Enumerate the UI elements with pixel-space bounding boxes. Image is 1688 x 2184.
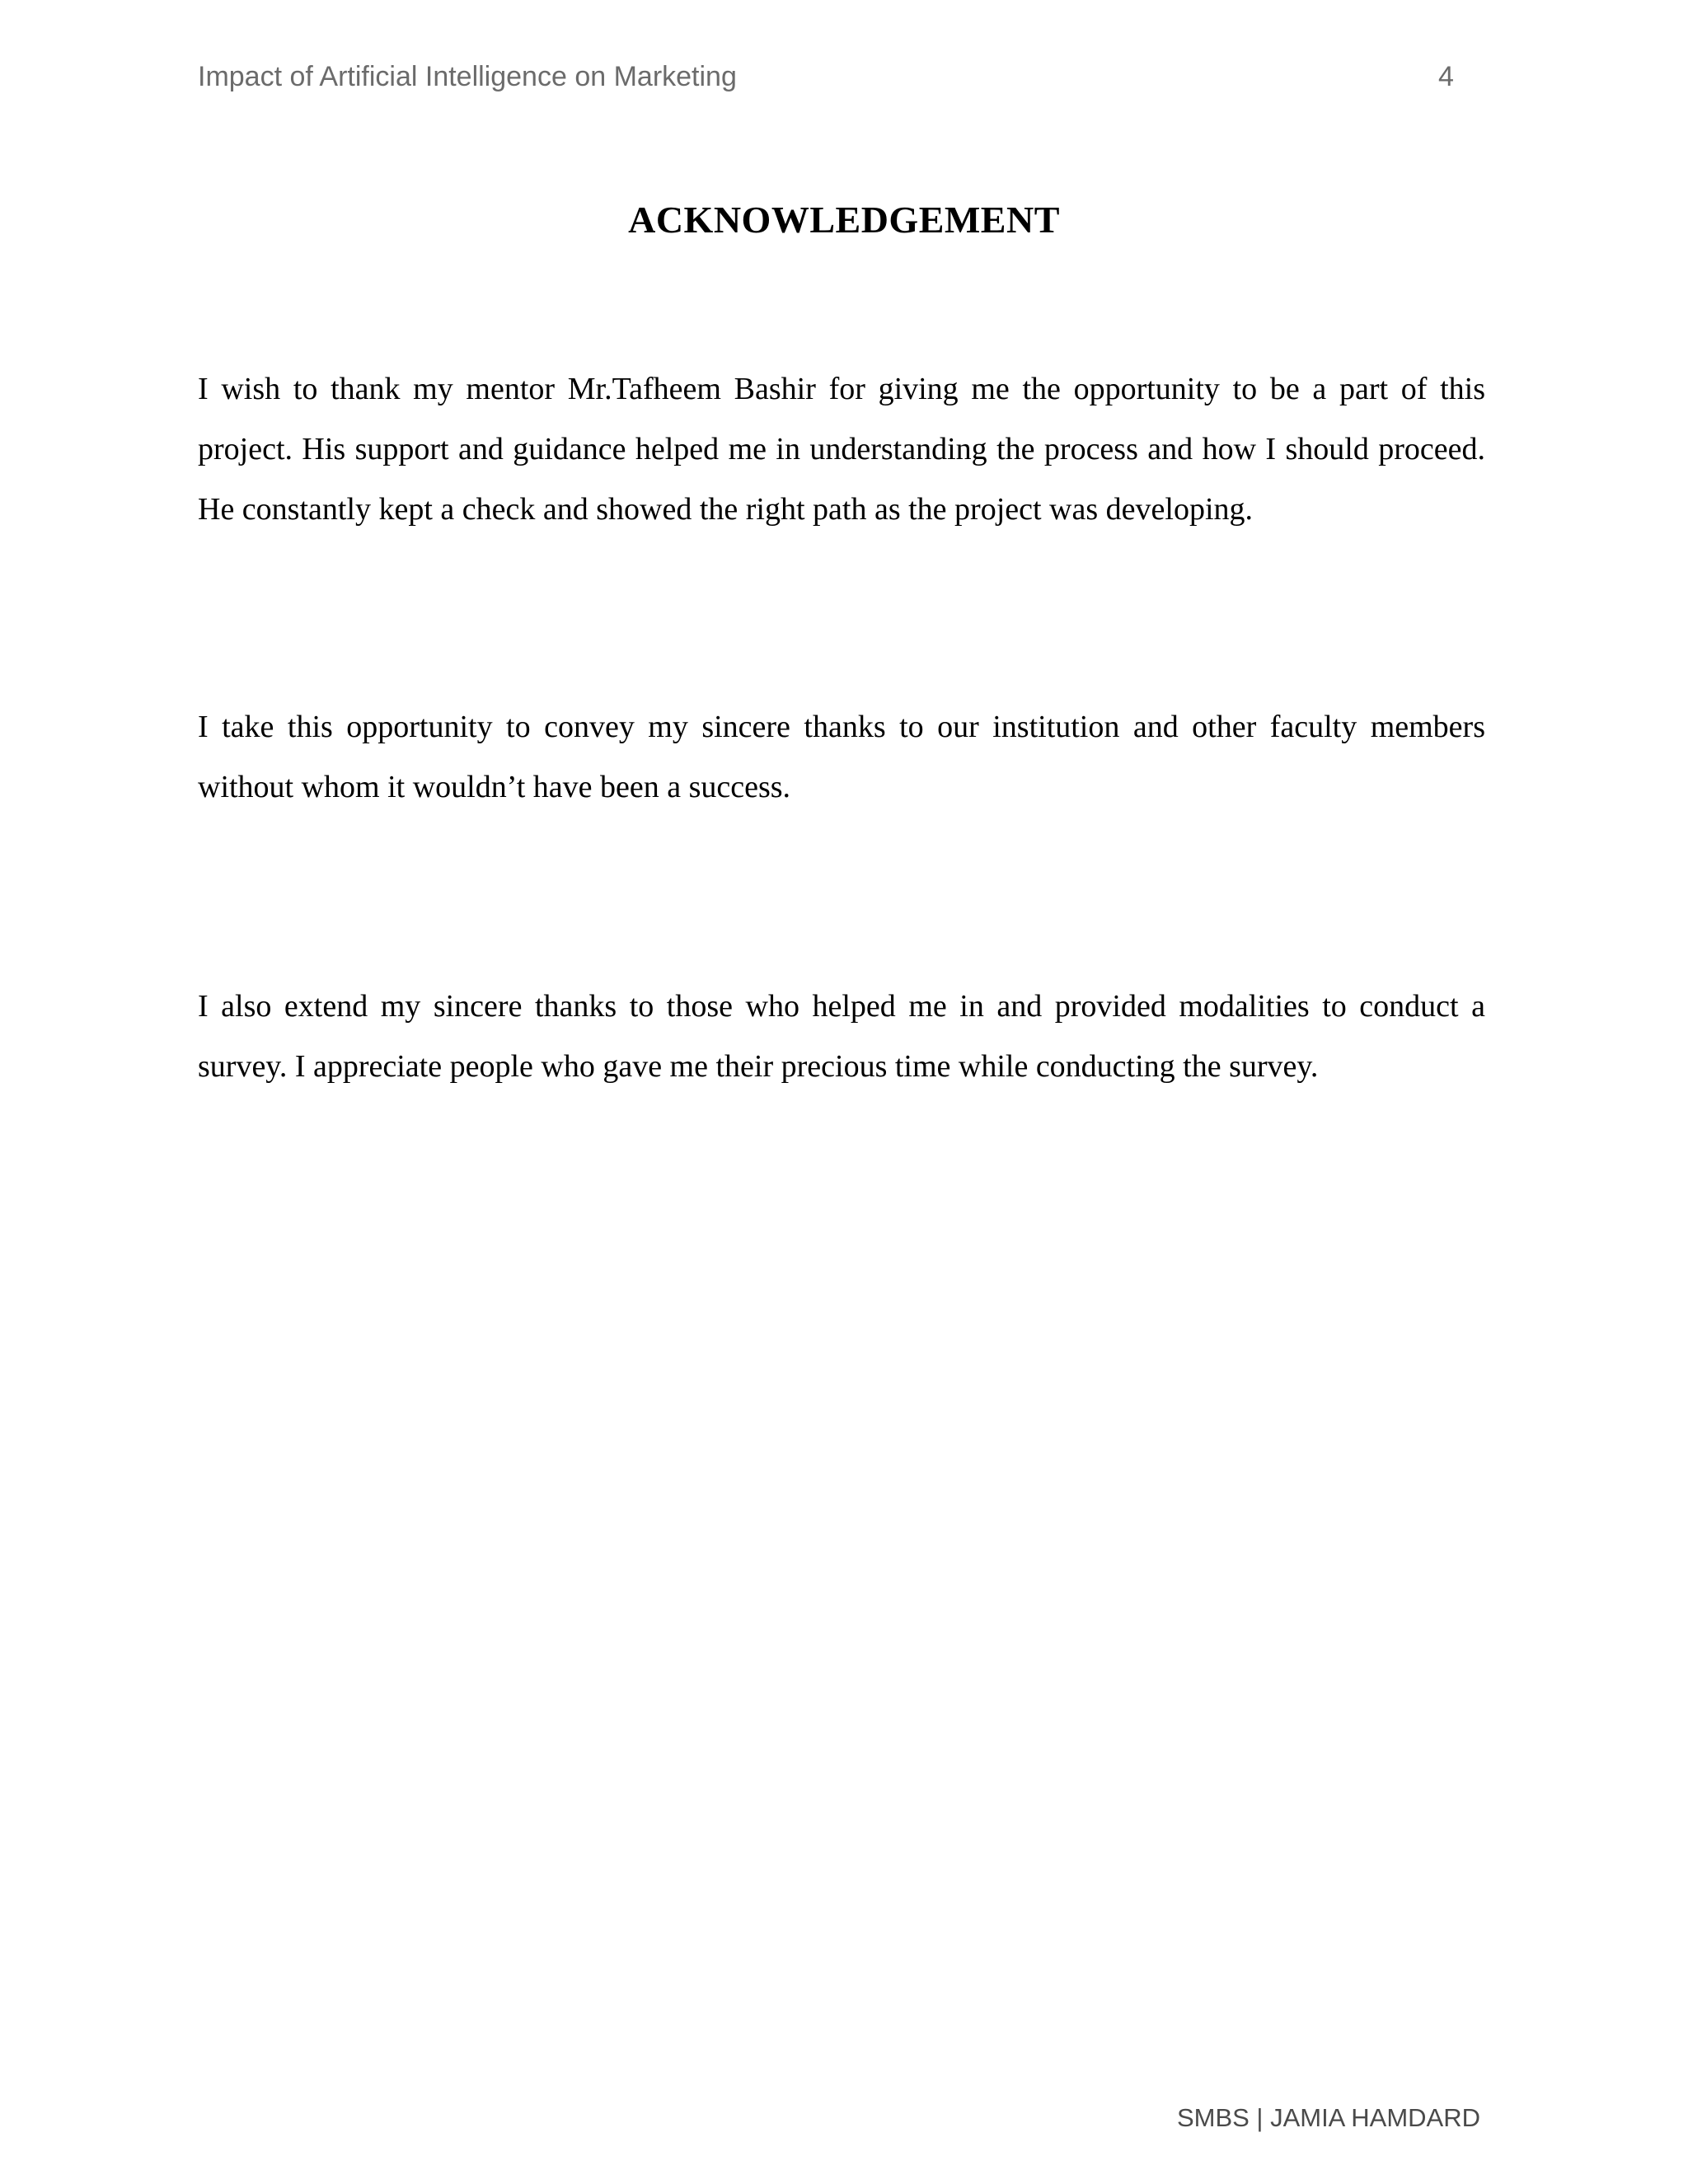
acknowledgement-paragraph-3: I also extend my sincere thanks to those who helped me in and provided modalities to conduct a survey. I appreciate people who gave me their precious time while conducting the survey. [198,989,1485,1084]
page-title: ACKNOWLEDGEMENT [628,199,1060,241]
running-header-title: Impact of Artificial Intelligence on Marketing [198,61,737,92]
acknowledgement-paragraph-1: I wish to thank my mentor Mr.Tafheem Bashir for giving me the opportunity to be a part of this project. His support and guidance helped me in understanding the process and how I should proceed. He constantly kept a check and showed the right path as the project was developing. [198,372,1485,527]
page-number: 4 [1438,61,1454,92]
footer-institution: SMBS | JAMIA HAMDARD [1176,2103,1480,2132]
acknowledgement-paragraph-2: I take this opportunity to convey my sincere thanks to our institution and other faculty members without whom it wouldn’t have been a success. [198,710,1485,804]
